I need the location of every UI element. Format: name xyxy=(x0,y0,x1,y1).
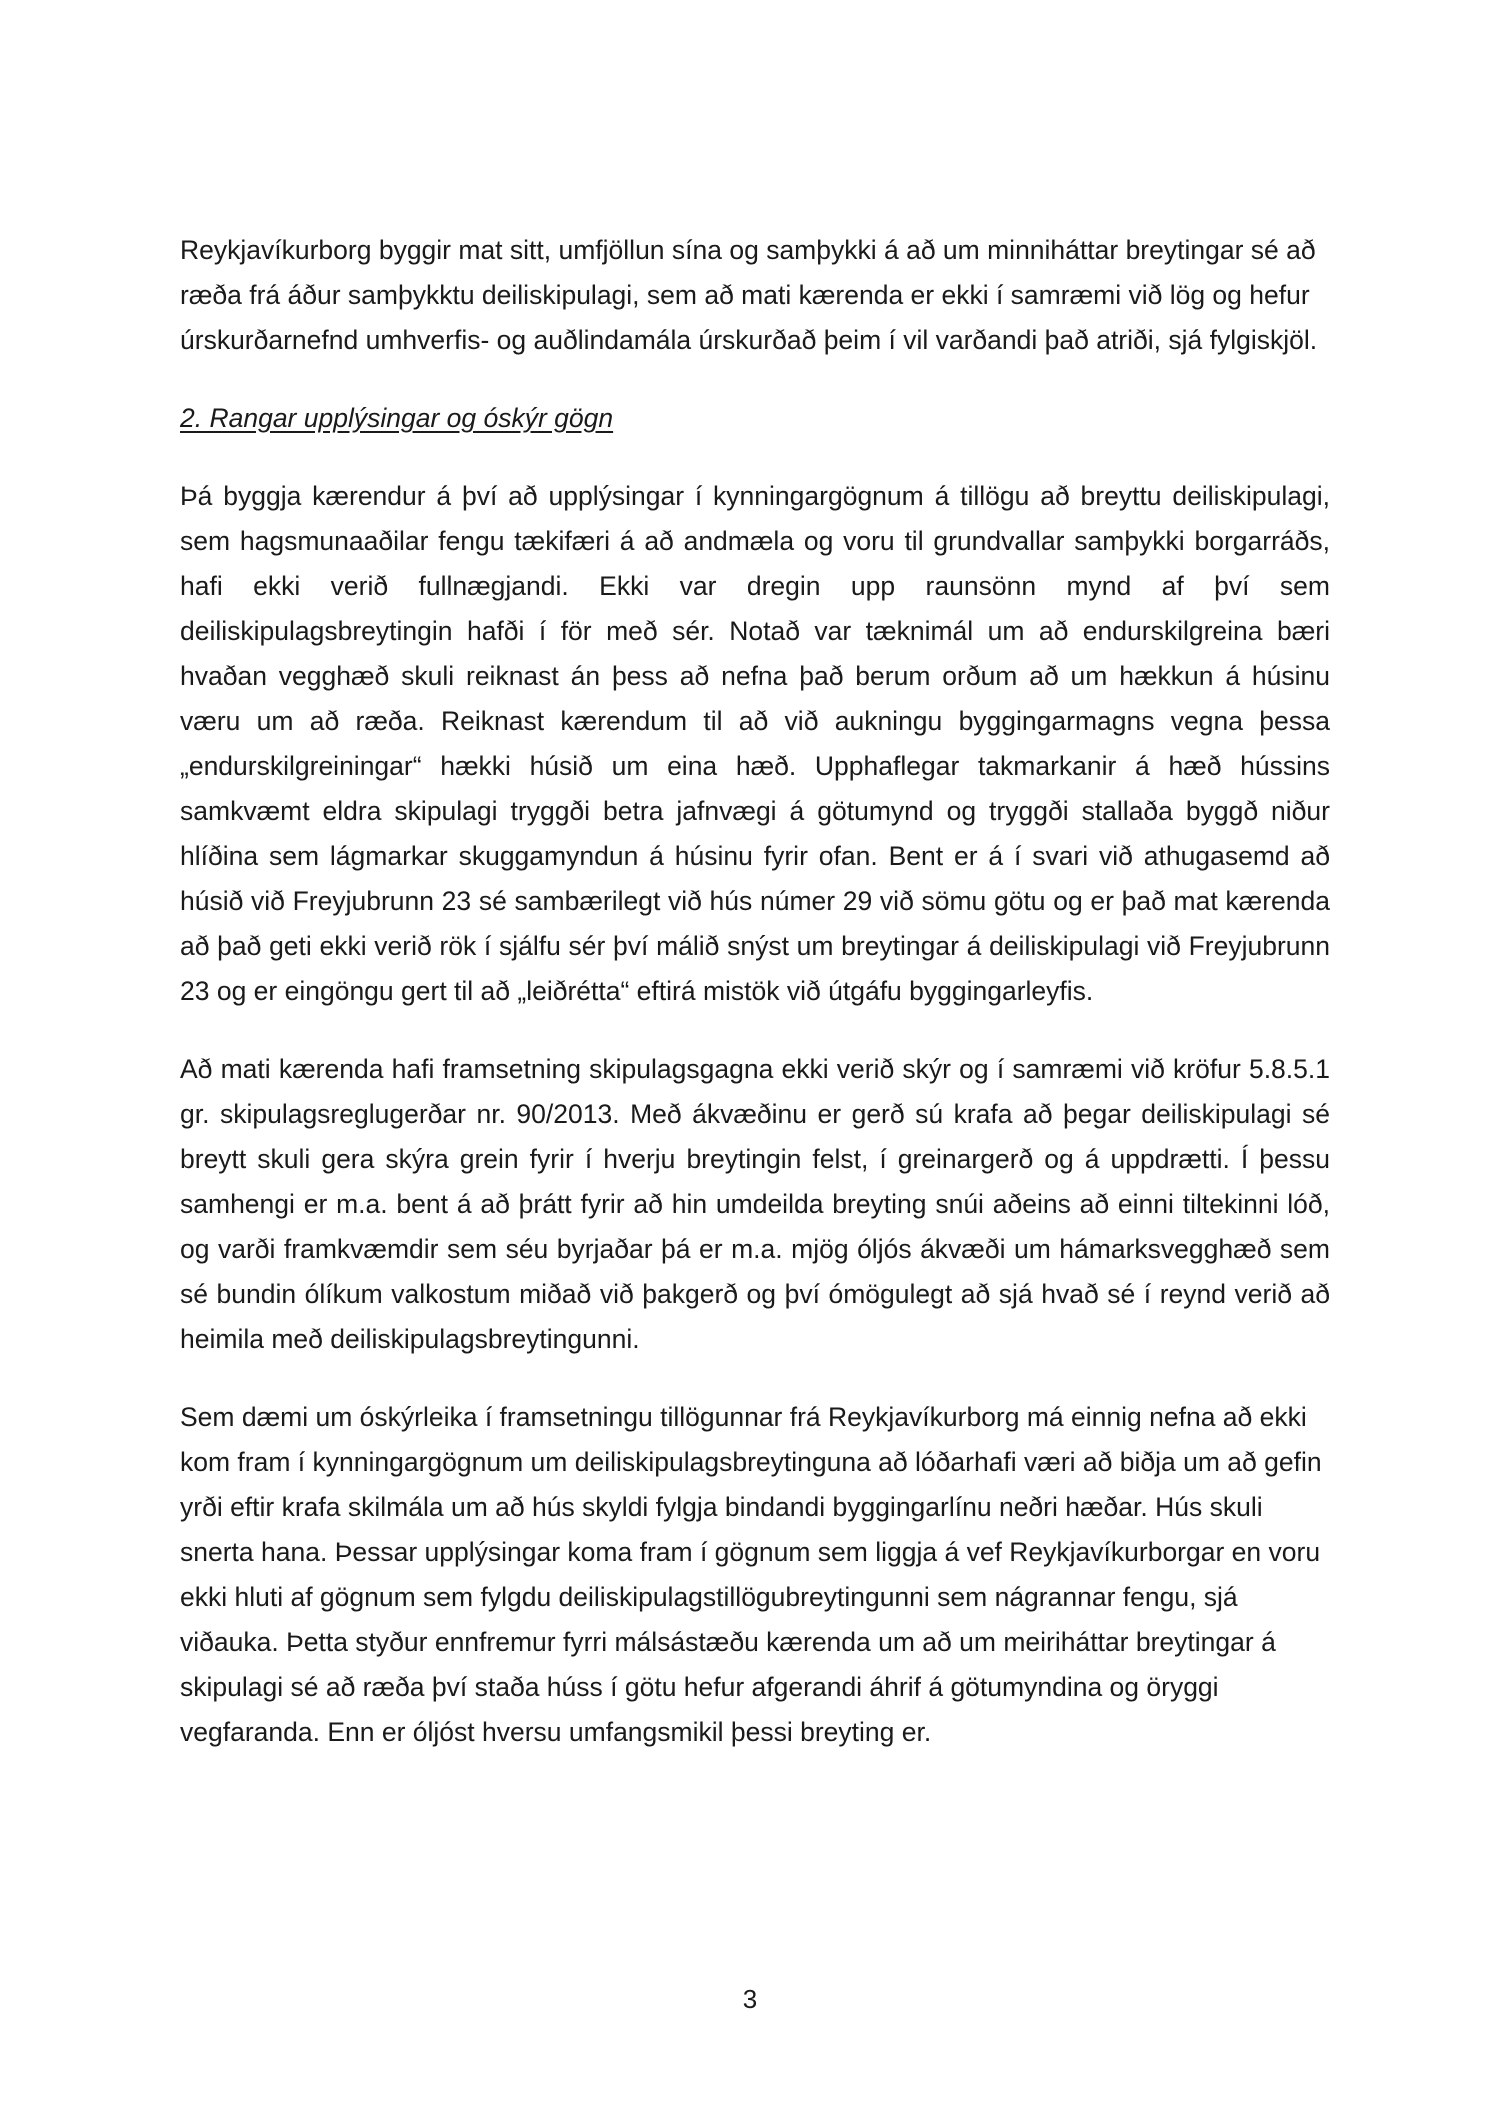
page-number: 3 xyxy=(742,1984,758,2014)
document-page xyxy=(180,228,1330,1788)
body-paragraph-1: Þá byggja kærendur á því að upplýsingar í kynningargögnum á tillögu að breyttu deiliskipulagi, sem hagsmunaaðilar fengu tækifæri á að andmæla og voru til grundvallar samþykki borgarráðs, hafi ekki verið fullnægjandi. Ekki var dregin upp raunsönn mynd af því sem deiliskipulagsbreytingin hafði í för með sér. Notað var tæknimál um að endurskilgreina bæri hvaðan vegghæð skuli reiknast án þess að nefna það berum orðum að um hækkun á húsinu væru um að ræða. Reiknast kærendum til að við aukningu byggingarmagns vegna þessa „endurskilgreiningar“ hækki húsið um eina hæð. Upphaflegar takmarkanir á hæð hússins samkvæmt eldra skipulagi tryggði betra jafnvægi á götumynd og tryggði stallaða byggð niður hlíðina sem lágmarkar skuggamyndun á húsinu fyrir ofan. Bent er á í svari við athugasemd að húsið við Freyjubrunn 23 sé sambærilegt við hús númer 29 við sömu götu og er það mat kærenda að það geti ekki verið rök í sjálfu sér því málið snýst um breytingar á deiliskipulagi við Freyjubrunn 23 og er eingöngu gert til að „leiðrétta“ eftirá mistök við útgáfu byggingarleyfis. xyxy=(180,481,1330,1006)
body-paragraph-2: Að mati kærenda hafi framsetning skipulagsgagna ekki verið skýr og í samræmi við kröfur 5.8.5.1 gr. skipulagsreglugerðar nr. 90/2013. Með ákvæðinu er gerð sú krafa að þegar deiliskipulagi sé breytt skuli gera skýra grein fyrir í hverju breytingin felst, í greinargerð og á uppdrætti. Í þessu samhengi er m.a. bent á að þrátt fyrir að hin umdeilda breyting snúi aðeins að einni tiltekinni lóð, og varði framkvæmdir sem séu byrjaðar þá er m.a. mjög óljós ákvæði um hámarksvegghæð sem sé bundin ólíkum valkostum miðað við þakgerð og því ómögulegt að sjá hvað sé í reynd verið að heimila með deiliskipulagsbreytingunni. xyxy=(180,1054,1330,1354)
intro-paragraph: Reykjavíkurborg byggir mat sitt, umfjöllun sína og samþykki á að um minniháttar breytingar sé að ræða frá áður samþykktu deiliskipulagi, sem að mati kærenda er ekki í samræmi við lög og hefur úrskurðarnefnd umhverfis- og auðlindamála úrskurðað þeim í vil varðandi það atriði, sjá fylgiskjöl. xyxy=(180,235,1318,355)
body-paragraph-3: Sem dæmi um óskýrleika í framsetningu tillögunnar frá Reykjavíkurborg má einnig nefna að ekki kom fram í kynningargögnum um deiliskipulagsbreytinguna að lóðarhafi væri að biðja um að gefin yrði eftir krafa skilmála um að hús skyldi fylgja bindandi byggingarlínu neðri hæðar. Hús skuli snerta hana. Þessar upplýsingar koma fram í gögnum sem liggja á vef Reykjavíkurborgar en voru ekki hluti af gögnum sem fylgdu deiliskipulagstillögubreytingunni sem nágrannar fengu, sjá viðauka. Þetta styður ennfremur fyrri málsástæðu kærenda um að um meiriháttar breytingar á skipulagi sé að ræða því staða húss í götu hefur afgerandi áhrif á götumyndina og öryggi vegfaranda. Enn er óljóst hversu umfangsmikil þessi breyting er. xyxy=(180,1402,1322,1747)
section-heading: 2. Rangar upplýsingar og óskýr gögn xyxy=(180,403,614,433)
